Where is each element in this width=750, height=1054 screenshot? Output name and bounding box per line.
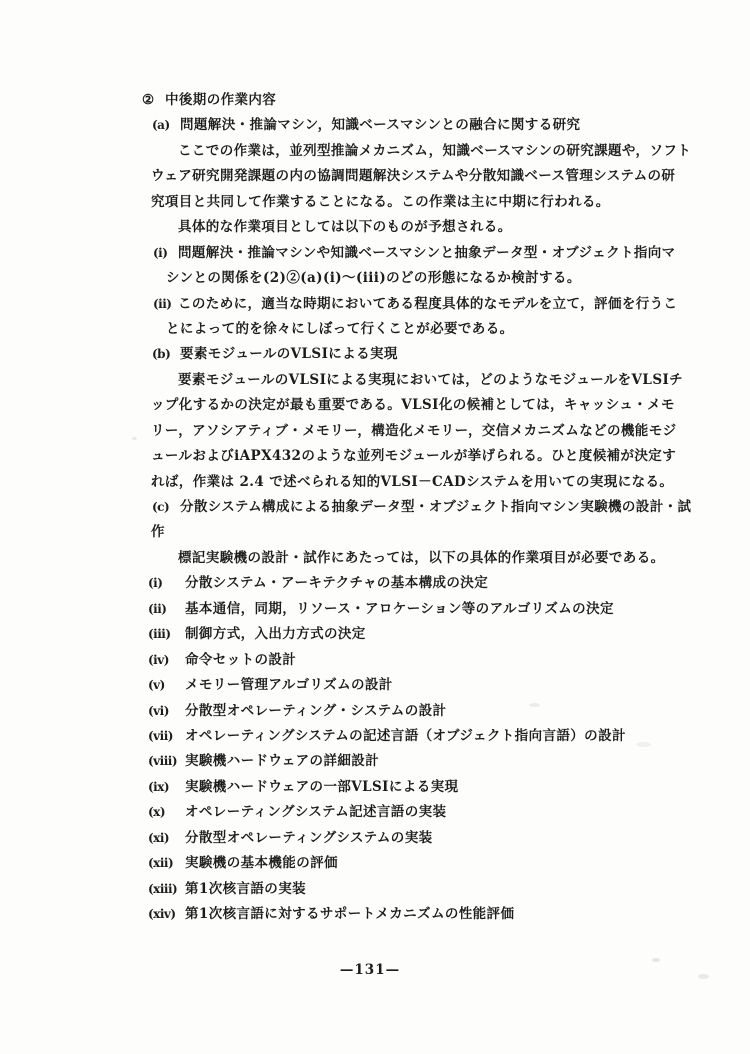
item-marker: (vii)	[148, 728, 173, 743]
line-text: 標記実験機の設計・試作にあたっては，以下の具体的作業項目が必要である。	[178, 549, 665, 566]
text-line	[151, 164, 750, 189]
text-line	[148, 597, 750, 622]
text-line	[153, 241, 750, 266]
line-text: シンとの関係を(2)②(a)(i)～(iii)のどの形態になるか検討する。	[166, 270, 581, 287]
item-marker: (vi)	[148, 703, 169, 718]
line-text: オペレーティングシステムの記述言語（オブジェクト指向言語）の設計	[185, 727, 626, 744]
line-text: オペレーティングシステム記述言語の実装	[185, 804, 447, 821]
line-text: 第1次核言語に対するサポートメカニズムの性能評価	[185, 906, 515, 922]
line-text: 実験機ハードウェアの詳細設計	[185, 753, 380, 770]
item-marker: (xiii)	[148, 881, 178, 896]
line-text: 制御方式，入出力方式の決定	[185, 626, 366, 643]
line-text: 命令セットの設計	[185, 651, 297, 668]
text-line	[148, 673, 750, 698]
text-line	[178, 215, 750, 240]
item-marker: (b)	[152, 347, 171, 362]
item-marker: (iii)	[148, 627, 171, 642]
line-text: 分散システム構成による抽象データ型・オブジェクト指向マシン実験機の設計・試	[180, 499, 692, 515]
item-marker: (a)	[152, 118, 170, 133]
line-text: 作	[151, 524, 165, 541]
text-line	[152, 113, 750, 138]
line-text: 分散システム・アーキテクチャの基本構成の決定	[185, 575, 489, 592]
line-text: ップ化するかの決定が最も重要である。VLSI化の候補としては，キャッシュ・メモ	[151, 397, 675, 414]
item-marker: (ii)	[153, 296, 172, 311]
text-line	[151, 444, 750, 469]
line-text: ウェア研究開発課題の内の協調問題解決システムや分散知識ベース管理システムの研	[151, 168, 676, 185]
text-line	[148, 826, 750, 851]
line-text: 問題解決・推論マシンや知識ベースマシンと抽象データ型・オブジェクト指向マ	[178, 244, 676, 261]
page-number: —131—	[339, 962, 401, 978]
item-marker: (i)	[148, 576, 163, 591]
document-body	[0, 88, 750, 927]
text-line	[166, 317, 750, 342]
line-text: とによって的を徐々にしぼって行くことが必要である。	[166, 320, 514, 337]
line-text: メモリー管理アルゴリズムの設計	[185, 677, 393, 694]
item-marker: (viii)	[148, 754, 178, 769]
line-text: 要素モジュールのVLSIによる実現においては，どのようなモジュールをVLSIチ	[178, 371, 684, 388]
text-line	[151, 470, 750, 495]
text-line	[151, 190, 750, 215]
text-line	[152, 342, 750, 367]
text-line	[148, 648, 750, 673]
text-line	[153, 292, 750, 317]
text-line	[178, 546, 750, 571]
item-marker: (ix)	[148, 779, 170, 794]
item-marker: (xi)	[148, 830, 170, 845]
text-line	[178, 139, 750, 164]
item-marker: ②	[142, 92, 155, 108]
line-text: 要素モジュールのVLSIによる実現	[180, 346, 398, 363]
text-line	[178, 368, 750, 393]
text-line	[148, 724, 750, 749]
line-text: 問題解決・推論マシン，知識ベースマシンとの融合に関する研究	[180, 117, 581, 134]
text-line	[148, 775, 750, 800]
text-line	[148, 571, 750, 596]
item-marker: (ii)	[148, 601, 167, 616]
text-line	[142, 88, 750, 113]
text-line	[148, 902, 750, 927]
line-text: 第1次核言語の実装	[185, 880, 306, 897]
item-marker: (v)	[148, 678, 165, 693]
line-text: ここでの作業は，並列型推論メカニズム，知識ベースマシンの研究課題や，ソフト	[178, 142, 692, 159]
line-text: れば，作業は 2.4 で述べられる知的VLSI－CADシステムを用いての実現になる。	[151, 473, 674, 490]
line-text: ュールおよびiAPX432のような並列モジュールが挙げられる。ひと度候補が決定す	[151, 448, 677, 465]
text-line	[148, 851, 750, 876]
line-text: リー，アソシアティブ・メモリー，構造化メモリー，交信メカニズムなどの機能モジ	[151, 422, 677, 439]
line-text: 分散型オペレーティングシステムの実装	[185, 829, 433, 846]
text-line	[152, 495, 750, 520]
text-line	[148, 699, 750, 724]
text-line	[148, 800, 750, 825]
text-line	[151, 520, 750, 545]
item-marker: (x)	[148, 805, 166, 820]
line-text: 中後期の作業内容	[165, 92, 277, 108]
line-text: 基本通信，同期，リソース・アロケーション等のアルゴリズムの決定	[185, 600, 614, 617]
text-line	[148, 749, 750, 774]
item-marker: (xiv)	[148, 907, 176, 921]
text-line	[151, 419, 750, 444]
item-marker: (c)	[152, 500, 170, 514]
item-marker: (xii)	[148, 856, 174, 871]
text-line	[151, 393, 750, 418]
text-line	[166, 266, 750, 291]
line-text: 具体的な作業項目としては以下のものが予想される。	[178, 219, 512, 236]
line-text: 究項目と共同して作業することになる。この作業は主に中期に行われる。	[151, 193, 610, 210]
line-text: 実験機ハードウェアの一部VLSIによる実現	[185, 778, 459, 795]
text-line	[148, 877, 750, 902]
item-marker: (iv)	[148, 652, 169, 667]
line-text: 実験機の基本機能の評価	[185, 855, 338, 872]
text-line	[148, 622, 750, 647]
item-marker: (i)	[153, 245, 168, 260]
line-text: 分散型オペレーティング・システムの設計	[185, 702, 447, 719]
line-text: このために，適当な時期においてある程度具体的なモデルを立て，評価を行うこ	[178, 295, 678, 312]
